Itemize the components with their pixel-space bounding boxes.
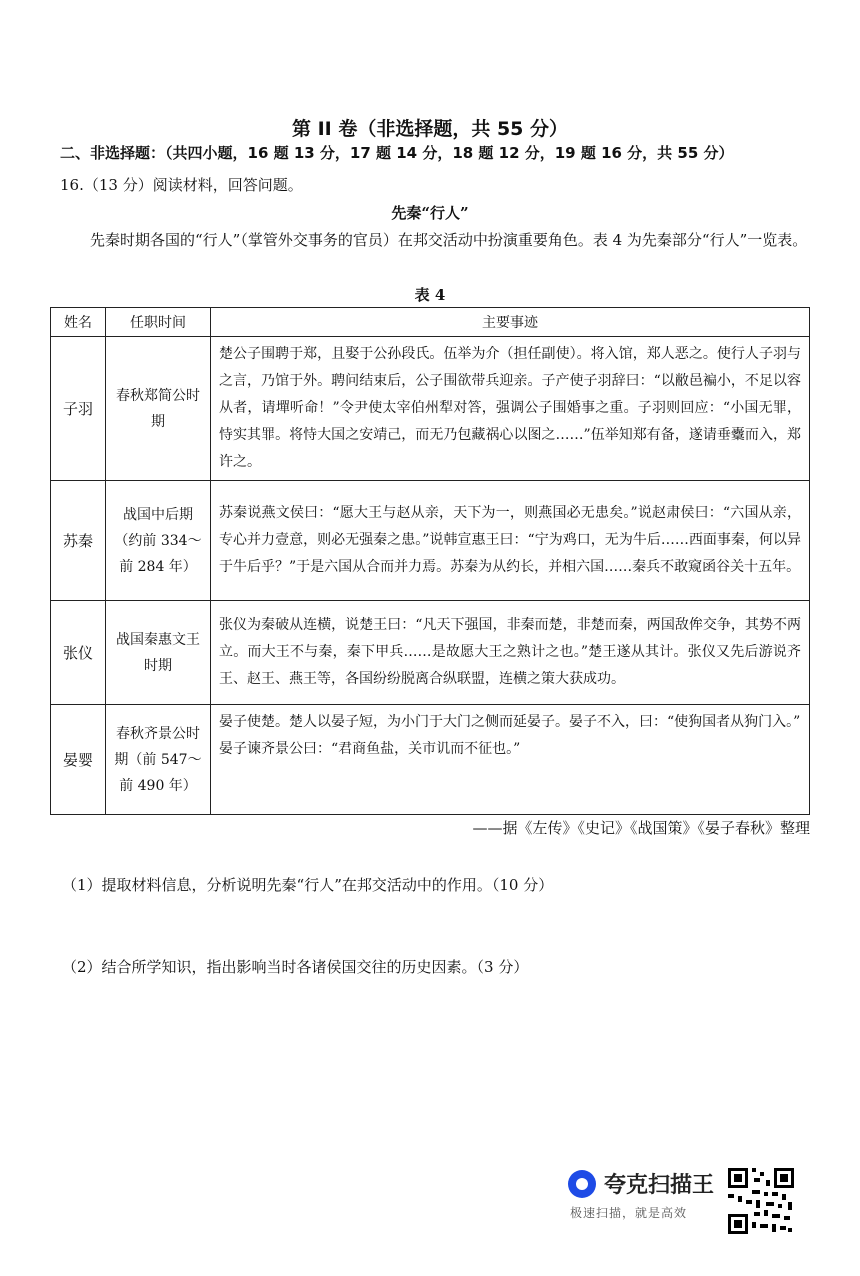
table-header-row bbox=[51, 308, 810, 337]
table-row bbox=[51, 705, 810, 815]
header-time: 任职时间 bbox=[106, 308, 211, 337]
cell-name: 张仪 bbox=[51, 601, 106, 705]
cell-deeds: 苏秦说燕文侯曰：“愿大王与赵从亲，天下为一，则燕国必无患矣。”说赵肃侯曰：“六国从亲，专心并力壹意，则必无强秦之患。”说韩宣惠王曰：“宁为鸡口，无为牛后……西面事秦，何以异于牛后乎？”于是六国从合而并力焉。苏秦为从约长，并相六国……秦兵不敢窥函谷关十五年。 bbox=[211, 481, 810, 601]
table-caption: 表 4 bbox=[414, 286, 446, 304]
watermark-slogan: 极速扫描，就是高效 bbox=[570, 1206, 688, 1220]
material-title: 先秦“行人” bbox=[391, 204, 469, 222]
header-deeds: 主要事迹 bbox=[211, 308, 810, 337]
cell-name: 子羽 bbox=[51, 337, 106, 481]
scanner-watermark bbox=[568, 1164, 728, 1224]
material-intro-text: 先秦时期各国的“行人”（掌管外交事务的官员）在邦交活动中扮演重要角色。表 4 为先秦部分“行人”一览表。 bbox=[90, 231, 808, 249]
material-source: ——据《左传》《史记》《战国策》《晏子春秋》整理 bbox=[472, 819, 810, 837]
cell-deeds: 张仪为秦破从连横，说楚王曰：“凡天下强国，非秦而楚，非楚而秦，两国敌侔交争，其势不两立。而大王不与秦，秦下甲兵……是故愿大王之熟计之也。”楚王遂从其计。张仪又先后游说齐王、赵王、燕王等，各国纷纷脱离合纵联盟，连横之策大获成功。 bbox=[211, 601, 810, 705]
material-intro bbox=[60, 226, 810, 254]
cell-time: 战国中后期（约前 334～前 284 年） bbox=[106, 481, 211, 601]
question-group-heading: 二、非选择题：（共四小题，16 题 13 分，17 题 14 分，18 题 12 分，19 题 16 分，共 55 分） bbox=[60, 144, 734, 162]
sub-question-1: （1）提取材料信息，分析说明先秦“行人”在邦交活动中的作用。（10 分） bbox=[62, 876, 554, 894]
sub-question-2: （2）结合所学知识，指出影响当时各诸侯国交往的历史因素。（3 分） bbox=[62, 958, 529, 976]
cell-time: 春秋郑简公时期 bbox=[106, 337, 211, 481]
cell-deeds bbox=[211, 705, 810, 815]
cell-time: 战国秦惠文王时期 bbox=[106, 601, 211, 705]
envoys-table bbox=[50, 307, 810, 815]
paper-section-title: 第 II 卷（非选择题，共 55 分） bbox=[291, 118, 569, 140]
table-row bbox=[51, 601, 810, 705]
cell-time: 春秋齐景公时期（前 547～前 490 年） bbox=[106, 705, 211, 815]
deeds-line: 晏子使楚。楚人以晏子短，为小门于大门之侧而延晏子。晏子不入，曰：“使狗国者从狗门入。” bbox=[219, 714, 801, 730]
watermark-brand: 夸克扫描王 bbox=[604, 1173, 715, 1198]
table-row bbox=[51, 337, 810, 481]
header-name: 姓名 bbox=[51, 308, 106, 337]
cell-deeds: 楚公子围聘于郑，且娶于公孙段氏。伍举为介（担任副使）。将入馆，郑人恶之。使行人子羽与之言，乃馆于外。聘问结束后，公子围欲带兵迎亲。子产使子羽辞曰：“以敝邑褊小，不足以容从者，请墠听命！”令尹使太宰伯州犁对答，强调公子围婚事之重。子羽则回应：“小国无罪，恃实其罪。将恃大国之安靖己，而无乃包藏祸心以图之……”伍举知郑有备，遂请垂櫜而入，郑许之。 bbox=[211, 337, 810, 481]
cell-name: 晏婴 bbox=[51, 705, 106, 815]
quark-logo-icon bbox=[568, 1170, 596, 1198]
cell-name: 苏秦 bbox=[51, 481, 106, 601]
qr-code-icon bbox=[726, 1166, 796, 1236]
deeds-line: 晏子谏齐景公曰：“君商鱼盐，关市讥而不征也。” bbox=[219, 741, 521, 757]
table-row bbox=[51, 481, 810, 601]
question-16-prompt: 16.（13 分）阅读材料，回答问题。 bbox=[60, 176, 303, 194]
